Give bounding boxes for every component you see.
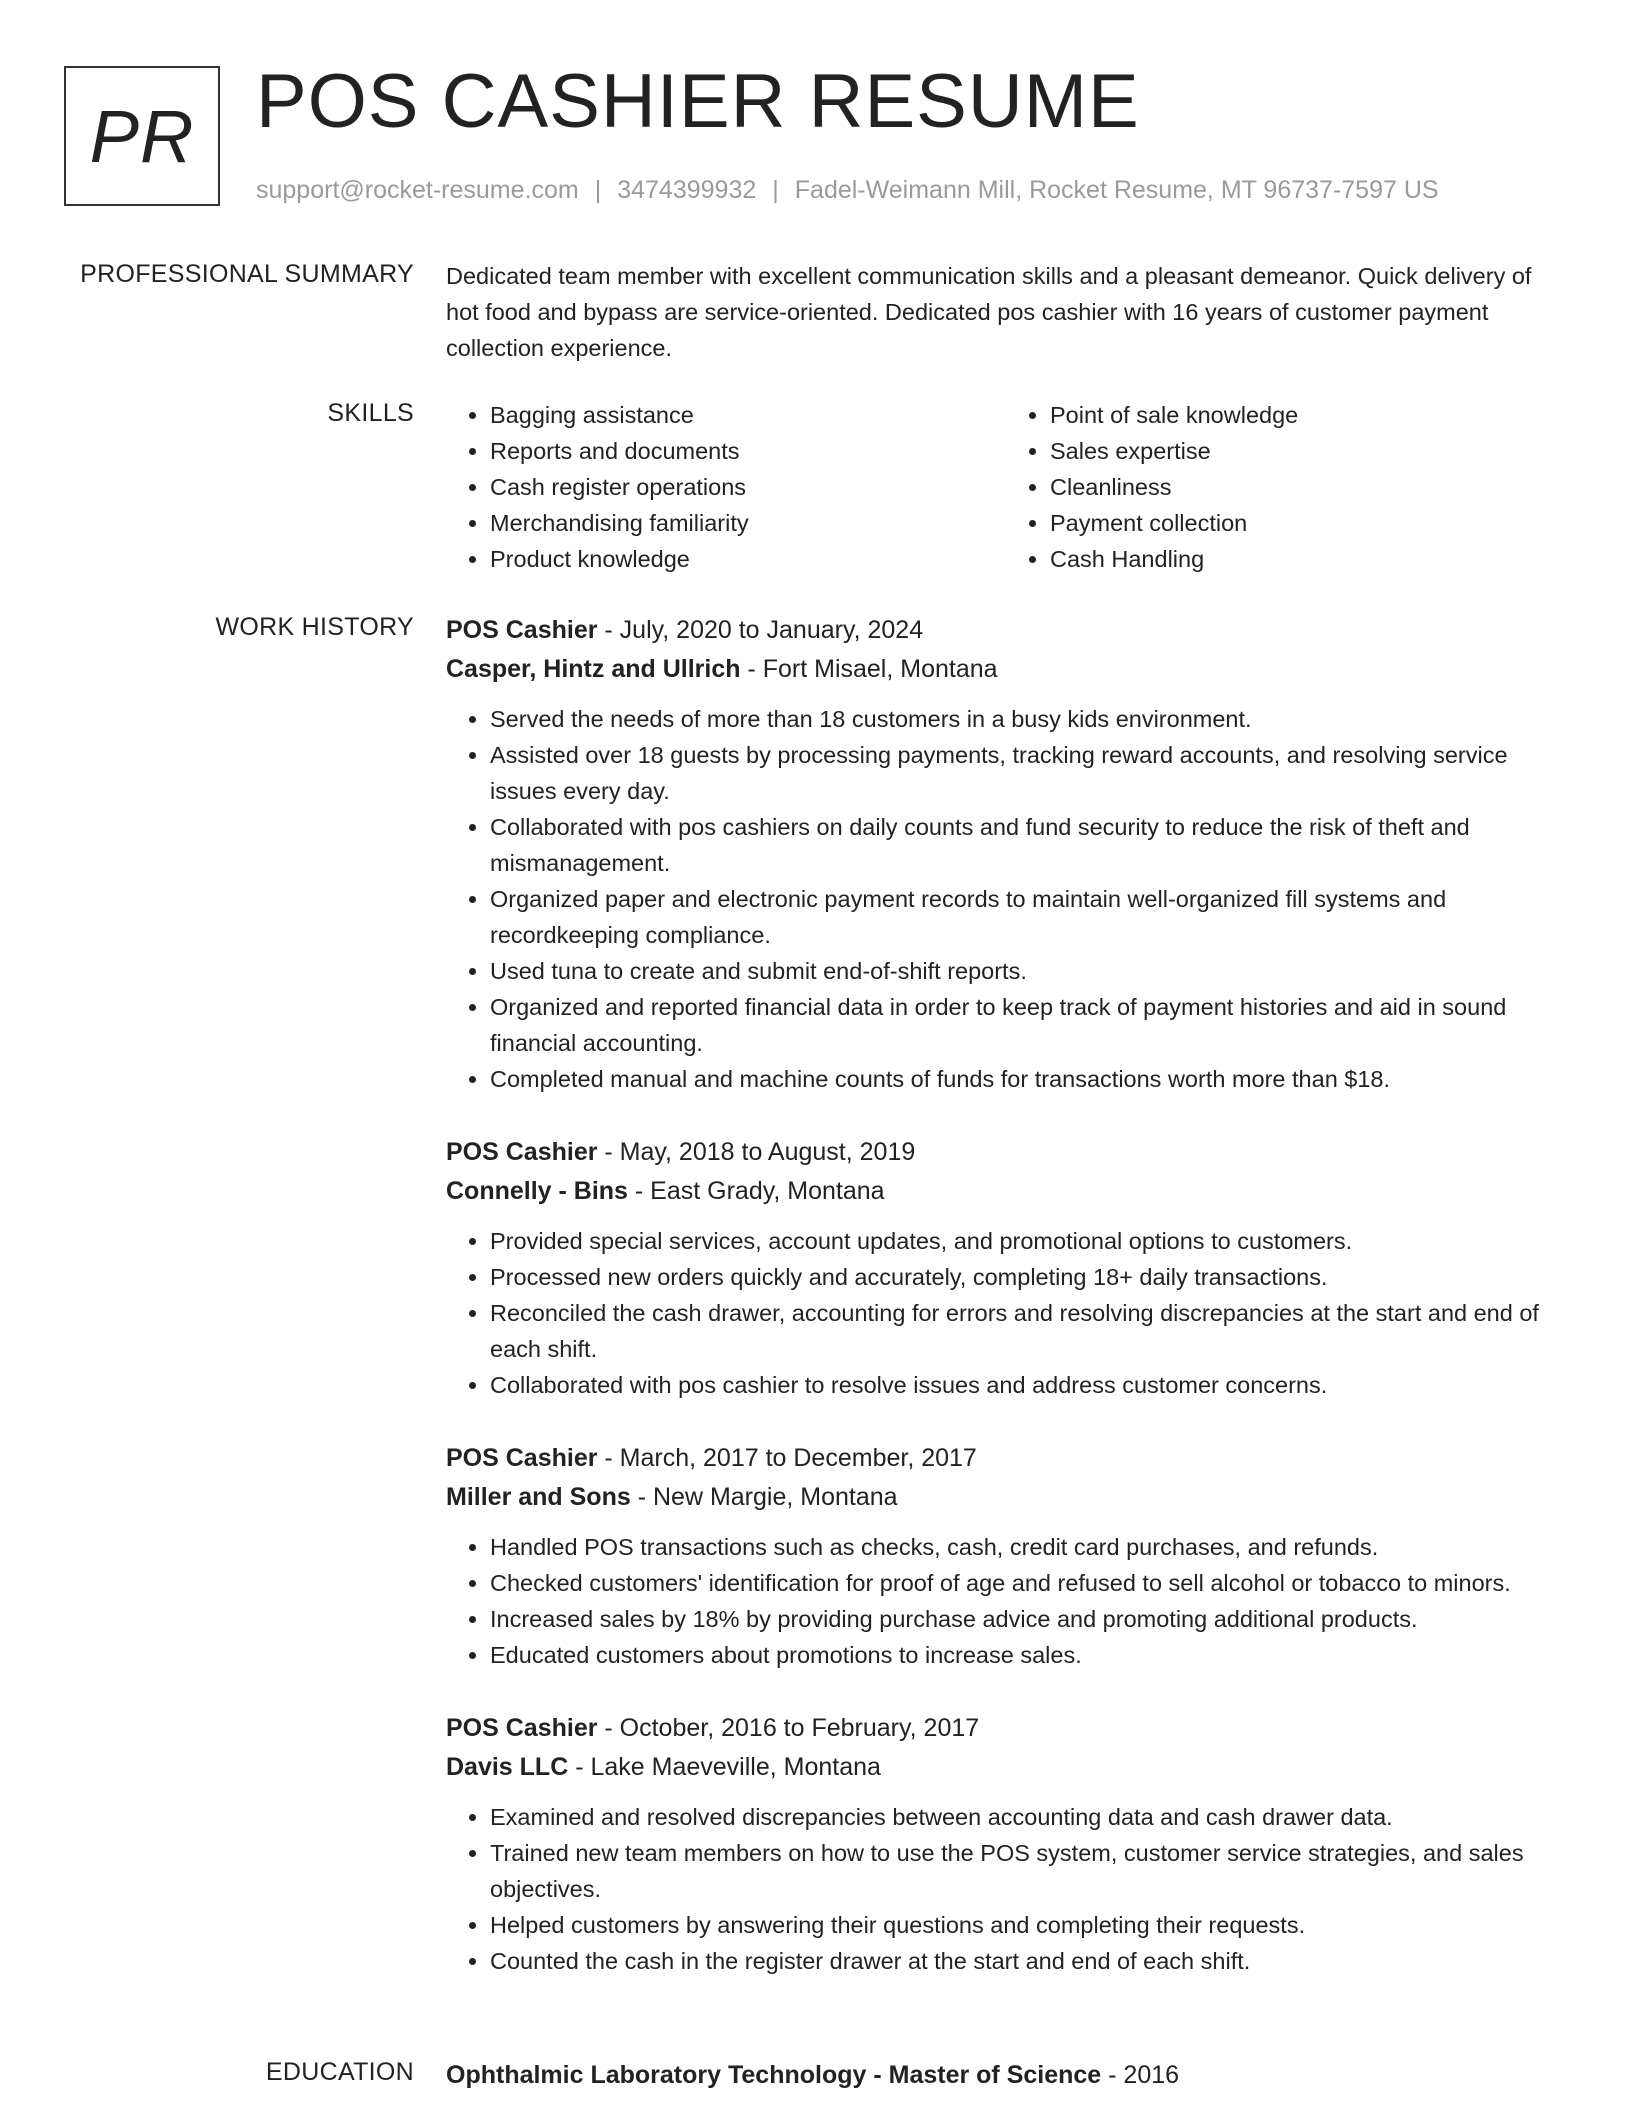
skills-column-1 [446,397,1006,577]
contact-phone: 3474399932 [617,176,757,204]
job-bullet: • Helped customers by answering their questions and completing their requests. [490,1907,1566,1943]
education-degree: Ophthalmic Laboratory Technology - Master of Science [446,2061,1102,2089]
skill-item: • Merchandising familiarity [490,505,1006,541]
job-bullets [446,1529,1566,1673]
job-bullet: • Completed manual and machine counts of funds for transactions worth more than $18. [490,1061,1566,1097]
skill-item: • Reports and documents [490,433,1006,469]
job-company-line [446,1478,1566,1517]
job-title-line [446,1439,1566,1478]
job-bullets [446,1223,1566,1403]
resume-title: POS CASHIER RESUME [256,59,1140,144]
job-bullet: • Trained new team members on how to use the POS system, customer service strategies, and sales objectives. [490,1835,1566,1907]
work-history-heading: WORK HISTORY [215,613,414,641]
education-body [446,2056,1566,2095]
contact-email: support@rocket-resume.com [256,176,579,204]
job-bullet: • Educated customers about promotions to increase sales. [490,1637,1566,1673]
skills-heading: SKILLS [327,399,414,427]
job-bullets [446,701,1566,1097]
job-title: POS Cashier [446,1714,598,1742]
job-bullet: • Collaborated with pos cashier to resolve issues and address customer concerns. [490,1367,1566,1403]
skill-item: • Point of sale knowledge [1050,397,1566,433]
monogram-box [64,66,220,206]
job-location: - East Grady, Montana [627,1177,885,1205]
job-entry [446,611,1566,1097]
job-company: Davis LLC [446,1753,569,1781]
job-title-line [446,1709,1566,1748]
job-entry [446,1709,1566,1979]
summary-text: Dedicated team member with excellent communication skills and a pleasant demeanor. Quick delivery of hot food and bypass are service-oriented. Dedicated pos cashier with 16 years of customer payment collection experience. [446,263,1532,361]
job-company-line [446,1172,1566,1211]
job-bullet: • Reconciled the cash drawer, accounting for errors and resolving discrepancies at the start and end of each shift. [490,1295,1566,1367]
job-dates: - October, 2016 to February, 2017 [597,1714,980,1742]
job-location: - New Margie, Montana [630,1483,898,1511]
job-entry [446,1133,1566,1403]
job-bullets [446,1799,1566,1979]
job-bullet: • Increased sales by 18% by providing purchase advice and promoting additional products. [490,1601,1566,1637]
skills-body [446,397,1566,577]
job-bullet: • Assisted over 18 guests by processing payments, tracking reward accounts, and resolving service issues every day. [490,737,1566,809]
contact-address: Fadel-Weimann Mill, Rocket Resume, MT 96737-7597 US [794,176,1439,204]
contact-line [256,176,1439,205]
job-location: - Fort Misael, Montana [740,655,998,683]
job-entry [446,1439,1566,1673]
skill-item: • Sales expertise [1050,433,1566,469]
skill-item: • Cash Handling [1050,541,1566,577]
job-bullet: • Provided special services, account updates, and promotional options to customers. [490,1223,1566,1259]
job-title: POS Cashier [446,616,598,644]
skill-item: • Bagging assistance [490,397,1006,433]
job-bullet: • Collaborated with pos cashiers on daily counts and fund security to reduce the risk of theft and mismanagement. [490,809,1566,881]
job-company-line [446,650,1566,689]
education-year: - 2016 [1101,2061,1180,2089]
job-bullet: • Handled POS transactions such as checks, cash, credit card purchases, and refunds. [490,1529,1566,1565]
job-company: Casper, Hintz and Ullrich [446,655,741,683]
job-bullet: • Counted the cash in the register drawer at the start and end of each shift. [490,1943,1566,1979]
summary-heading: PROFESSIONAL SUMMARY [80,260,414,288]
job-title: POS Cashier [446,1138,598,1166]
job-bullet: • Examined and resolved discrepancies between accounting data and cash drawer data. [490,1799,1566,1835]
job-bullet: • Organized and reported financial data in order to keep track of payment histories and aid in sound financial accounting. [490,989,1566,1061]
job-title: POS Cashier [446,1444,598,1472]
job-dates: - July, 2020 to January, 2024 [597,616,924,644]
contact-separator: | [594,176,602,204]
job-bullet: • Processed new orders quickly and accurately, completing 18+ daily transactions. [490,1259,1566,1295]
job-bullet: • Organized paper and electronic payment records to maintain well-organized fill systems and recordkeeping compliance. [490,881,1566,953]
job-bullet: • Checked customers' identification for proof of age and refused to sell alcohol or tobacco to minors. [490,1565,1566,1601]
skill-item: • Cleanliness [1050,469,1566,505]
job-dates: - March, 2017 to December, 2017 [597,1444,977,1472]
summary-body [446,258,1566,366]
education-heading: EDUCATION [265,2058,414,2086]
skill-item: • Product knowledge [490,541,1006,577]
job-company: Connelly - Bins [446,1177,628,1205]
job-title-line [446,1133,1566,1172]
job-company-line [446,1748,1566,1787]
monogram-initials: PR [89,94,195,178]
skill-item: • Cash register operations [490,469,1006,505]
job-dates: - May, 2018 to August, 2019 [597,1138,916,1166]
skill-item: • Payment collection [1050,505,1566,541]
job-title-line [446,611,1566,650]
job-location: - Lake Maeveville, Montana [568,1753,881,1781]
contact-separator: | [772,176,779,204]
job-bullet: • Used tuna to create and submit end-of-shift reports. [490,953,1566,989]
job-company: Miller and Sons [446,1483,631,1511]
job-bullet: • Served the needs of more than 18 customers in a busy kids environment. [490,701,1566,737]
education-degree-line [446,2056,1566,2095]
skills-column-2 [1006,397,1566,577]
work-history-body [446,611,1566,2015]
